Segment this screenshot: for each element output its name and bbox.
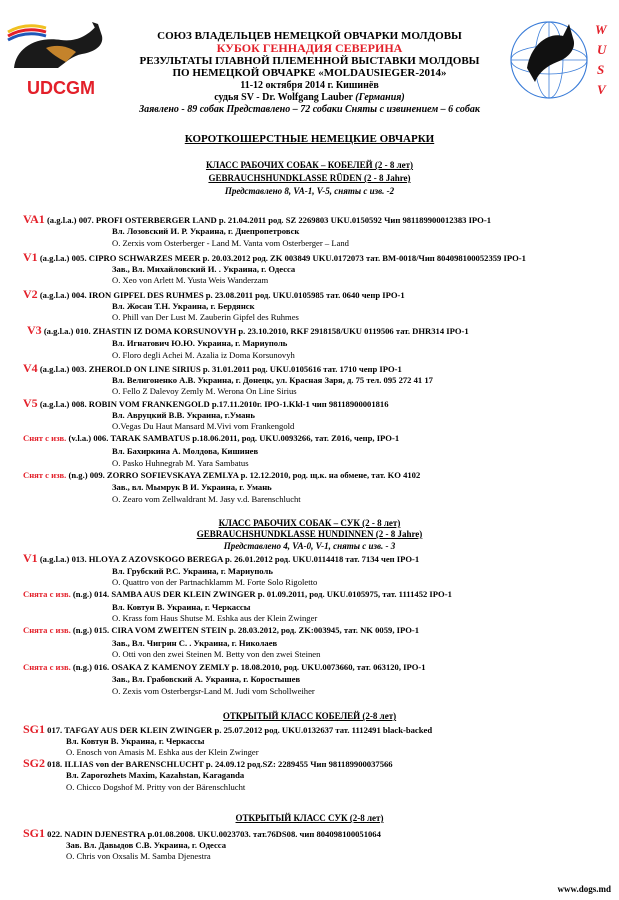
entry-row: V4 (a.g.l.a.) 003. ZHEROLD ON LINE SIRIUS р. 31.01.2011 род. UKU.0105616 тат. 1710 чепр IPO-1 xyxy=(23,361,402,375)
section-title: КОРОТКОШЕРСТНЫЕ НЕМЕЦКИЕ ОВЧАРКИ xyxy=(184,133,435,145)
header-cup-title: КУБОК ГЕННАДИЯ СЕВЕРИНА xyxy=(216,41,403,55)
entry-parents: O. Pasko Huhnegrab M. Yara Sambatus xyxy=(112,458,249,468)
entry-parents: O. Chris von Oxsalis M. Samba Djenestra xyxy=(66,851,211,861)
header-counts: Заявлено - 89 собак Представлено – 72 собаки Сняты с извинением – 6 собак xyxy=(139,104,480,115)
entry-parents: O. Enosch von Amasis M. Eshka aus der Klein Zwinger xyxy=(66,747,259,757)
entry-owner: Зав., Вл. Михайловский И. . Украина, г. Одесса xyxy=(112,264,296,274)
header-results-title: РЕЗУЛЬТАТЫ ГЛАВНОЙ ПЛЕМЕННОЙ ВЫСТАВКИ МОЛДОВЫ xyxy=(139,55,480,67)
entry-row: V1 (a.g.l.a.) 005. CIPRO SCHWARZES MEER р. 20.03.2012 род. ZK 003849 UKU.0172073 тат. BM-0018/Чип 804098100052359 IPO-1 xyxy=(23,250,526,264)
entry-row: Снят с изв. (n.g.) 009. ZORRO SOFIEVSKAYA ZEMLYA р. 12.12.2010, род. щ.к. на обмене, тат. KO 4102 xyxy=(23,470,421,480)
entry-row: Снят с изв. (v.l.a.) 006. TARAK SAMBATUS р.18.06.2011, род. UKU.0093266, тат. Z016, чепр, IPO-1 xyxy=(23,433,400,443)
entry-owner: Зав., вл. Мымрук В И. Украина, г. Умань xyxy=(112,482,272,492)
entry-row: Снята с изв. (n.g.) 016. OSAKA Z KAMENOY ZEMLY р. 18.08.2010, род. UKU.0073660, тат. 063120, IPO-1 xyxy=(23,662,426,672)
site-url: www.dogs.md xyxy=(557,884,611,894)
entry-row: V1 (a.g.l.a.) 013. HLOYA Z AZOVSKOGO BEREGA р. 26.01.2012 род. UKU.0114418 тат. 7134 чеп IPO-1 xyxy=(23,551,420,565)
udcgm-logo-text: UDCGM xyxy=(27,78,95,98)
entry-owner: Вл. Лозовский И. Р. Украина, г. Днепропетровск xyxy=(112,226,300,236)
class-subtitle: GEBRAUCHSHUNDKLASSE RÜDEN (2 - 8 Jahre) xyxy=(208,173,411,183)
entry-row: V2 (a.g.l.a.) 004. IRON GIPFEL DES RUHMES р. 23.08.2011 род. UKU.0105985 тат. 0640 чепр IPO-1 xyxy=(23,287,405,301)
header-org-name: СОЮЗ ВЛАДЕЛЬЦЕВ НЕМЕЦКОЙ ОВЧАРКИ МОЛДОВЫ xyxy=(157,30,462,42)
header-show-title: ПО НЕМЕЦКОЙ ОВЧАРКЕ «MOLDAUSIEGER-2014» xyxy=(172,67,447,79)
header-judge xyxy=(0,92,619,104)
header-judge-name: судья SV - Dr. Wolfgang Lauber xyxy=(214,92,353,103)
wusv-logo-letter-w: W xyxy=(595,22,607,37)
entry-row: VA1 (a.g.l.a.) 007. PROFI OSTERBERGER LAND р. 21.04.2011 род. SZ 2269803 UKU.0150592 Чип 981189900012383 IPO-1 xyxy=(23,212,492,226)
entry-parents: O. Quattro von der Partnachklamm M. Forte Solo Rigoletto xyxy=(112,577,318,587)
entry-parents: O. Phill van Der Lust M. Zauberin Gipfel des Ruhmes xyxy=(112,312,299,322)
entry-owner: Вл. Ковтун В. Украина, г. Черкассы xyxy=(112,602,251,612)
entry-row: Снята с изв. (n.g.) 015. CIRA VOM ZWEITEN STEIN р. 28.03.2012, род. ZK:003945, тат. NK 0059, IPO-1 xyxy=(23,625,420,635)
class-stats: Представлено 4, VA-0, V-1, сняты с изв. - 3 xyxy=(223,541,396,551)
wusv-logo-letter-u: U xyxy=(597,42,607,57)
entry-parents: O. Fello Z Dalevoy Zemly M. Werona On Line Sirius xyxy=(112,386,297,396)
entry-owner: Вл. Грубский Р.С. Украина, г. Мариуполь xyxy=(112,566,273,576)
class-stats: Представлено 8, VA-1, V-5, сняты с изв. -2 xyxy=(224,186,395,196)
header-date-place: 11-12 октября 2014 г. Кишинёв xyxy=(240,80,379,91)
entry-owner: Вл. Игнатович Ю.Ю. Украина, г. Мариуполь xyxy=(112,338,288,348)
entry-owner: Вл. Велигоненко А.В. Украина, г. Донецк, ул. Красная Заря, д. 75 тел. 095 272 41 17 xyxy=(112,375,433,385)
class-title: ОТКРЫТЫЙ КЛАСС КОБЕЛЕЙ (2-8 лет) xyxy=(222,711,397,721)
entry-owner: Зав. Вл. Давыдов С.В. Украина, г. Одесса xyxy=(66,840,227,850)
entry-parents: O. Floro degli Achei M. Azalia iz Doma Korsunovyh xyxy=(112,350,295,360)
entry-row: SG1 022. NADIN DJENESTRA р.01.08.2008. UKU.0023703. тат.76DS08. чип 804098100051064 xyxy=(23,826,381,840)
entry-row: SG2 018. ILLIAS von der BARENSCHLUCHT р. 24.09.12 род.SZ: 2289455 Чип 981189900037566 xyxy=(23,756,393,770)
entry-owner: Зав., Вл. Грабовский А. Украина, г. Коростышев xyxy=(112,674,301,684)
wusv-logo-letter-s: S xyxy=(597,62,605,77)
entry-owner: Зав., Вл. Чигрин С. . Украина, г. Николаев xyxy=(112,638,278,648)
entry-row: SG1 017. TAFGAY AUS DER KLEIN ZWINGER р. 25.07.2012 род. UKU.0132637 тат. 1112491 black-backed xyxy=(23,722,433,736)
header-judge-country: (Германия) xyxy=(355,92,405,103)
entry-row: V3 (a.g.l.a.) 010. ZHASTIN IZ DOMA KORSUNOVYH р. 23.10.2010, RKF 2918158/UKU 0119506 тат. DHR314 IPO-1 xyxy=(27,323,469,337)
class-title: КЛАСС РАБОЧИХ СОБАК – КОБЕЛЕЙ (2 - 8 лет) xyxy=(205,160,414,170)
entry-owner: Вл. Zaporozhets Maxim, Kazahstan, Karaganda xyxy=(66,770,245,780)
wusv-logo-letter-v: V xyxy=(597,82,606,97)
entry-parents: O. Zerxis vom Osterberger - Land M. Vanta vom Osterberger – Land xyxy=(112,238,349,248)
entry-owner: Вл. Ковтун В. Украина, г. Черкассы xyxy=(66,736,205,746)
entry-row: Снята с изв. (n.g.) 014. SAMBA AUS DER KLEIN ZWINGER р. 01.09.2011, род. UKU.0105975, тат. 1111452 IPO-1 xyxy=(23,589,452,599)
entry-row: V5 (a.g.l.a.) 008. ROBIN VOM FRANKENGOLD р.17.11.2010г. IPO-1.Kkl-1 чип 98118900001816 xyxy=(23,396,389,410)
entry-parents: O. Chicco Dogshof M. Pritty von der Bärenschlucht xyxy=(66,782,246,792)
class-subtitle: GEBRAUCHSHUNDKLASSE HUNDINNEN (2 - 8 Jahre) xyxy=(196,529,423,539)
entry-owner: Вл. Авруцкий В.В. Украина, г.Умань xyxy=(112,410,255,420)
entry-owner: Вл. Жосан Т.Н. Украина, г. Бердянск xyxy=(112,301,255,311)
entry-owner: Вл. Бахиркина А. Молдова, Кишинев xyxy=(112,446,259,456)
entry-parents: O. Krass fom Haus Shutse M. Eshka aus der Klein Zwinger xyxy=(112,613,318,623)
entry-parents: O. Otti von den zwei Steinen M. Betty von den zwei Steinen xyxy=(112,649,321,659)
entry-parents: O. Xeo von Arlett M. Yusta Weis Wanderzam xyxy=(112,275,269,285)
entry-parents: O. Zearo vom Zellwaldrant M. Jasy v.d. Barenschlucht xyxy=(112,494,301,504)
class-title: КЛАСС РАБОЧИХ СОБАК – СУК (2 - 8 лет) xyxy=(218,518,401,528)
class-title: ОТКРЫТЫЙ КЛАСС СУК (2-8 лет) xyxy=(235,813,384,823)
entry-parents: O. Zexis vom Osterbergsr-Land M. Judi vom Schollweiher xyxy=(112,686,315,696)
entry-parents: O.Vegas Du Haut Mansard M.Vivi vom Frankengold xyxy=(112,421,295,431)
